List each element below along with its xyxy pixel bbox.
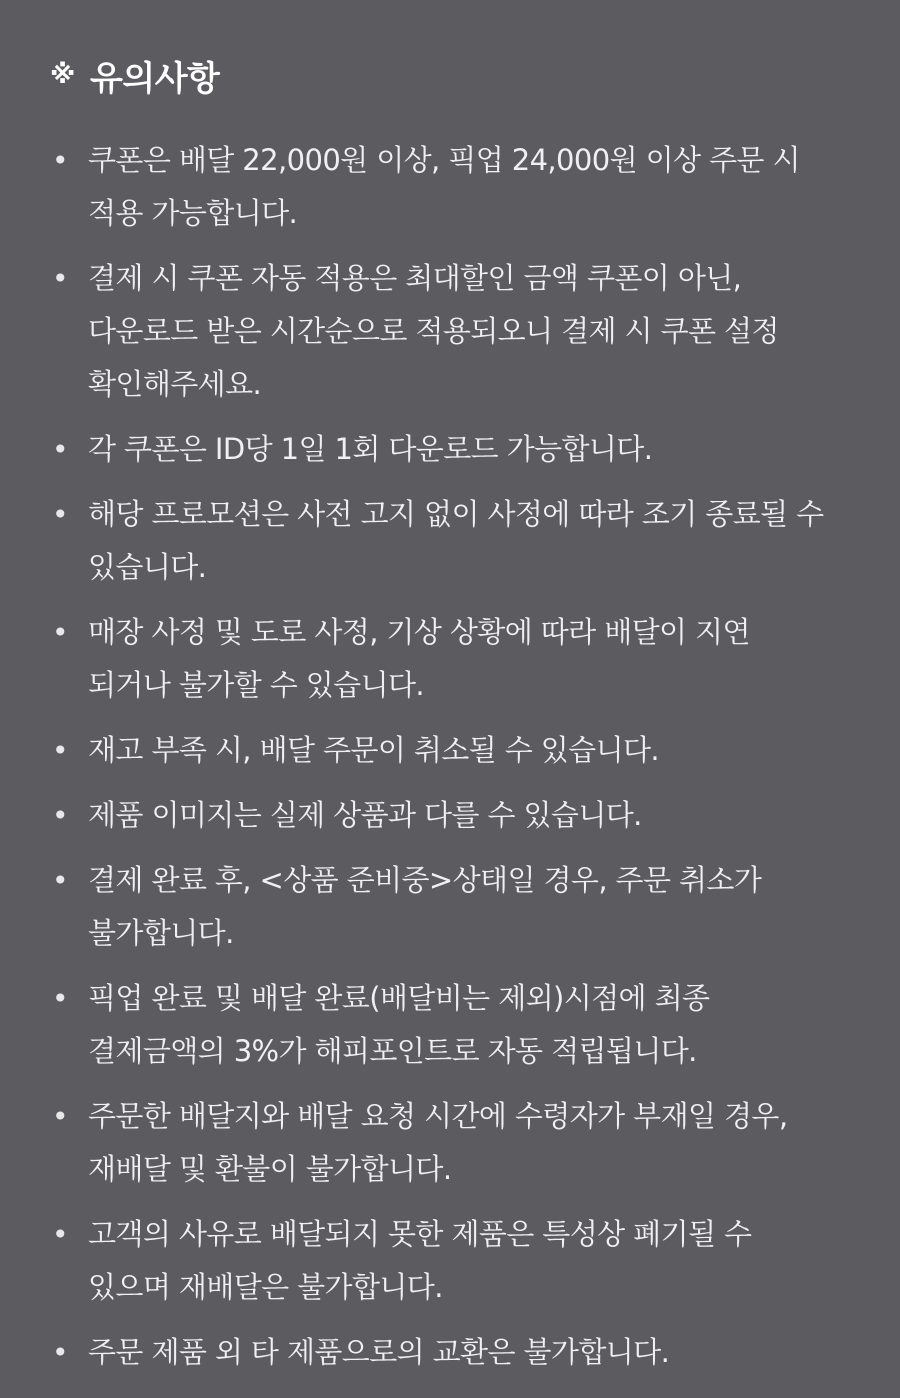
list-item-text: 각 쿠폰은 ID당 1일 1회 다운로드 가능합니다. xyxy=(88,432,653,466)
bullet-icon: • xyxy=(52,262,69,295)
list-item-text: 매장 사정 및 도로 사정, 기상 상황에 따라 배달이 지연 되거나 불가할 수 있습니다. xyxy=(88,615,750,702)
bullet-icon: • xyxy=(52,1218,69,1251)
list-item xyxy=(50,854,840,960)
list-item xyxy=(50,423,840,476)
list-item-text: 해당 프로모션은 사전 고지 없이 사정에 따라 조기 종료될 수 있습니다. xyxy=(88,497,824,584)
list-item xyxy=(50,789,840,842)
bullet-icon: • xyxy=(52,1100,69,1133)
bullet-icon: • xyxy=(52,433,69,466)
list-item xyxy=(50,252,840,411)
list-item-text: 결제 시 쿠폰 자동 적용은 최대할인 금액 쿠폰이 아닌, 다운로드 받은 시간순으로 적용되오니 결제 시 쿠폰 설정 확인해주세요. xyxy=(88,261,779,401)
list-item-text: 고객의 사유로 배달되지 못한 제품은 특성상 폐기될 수 있으며 재배달은 불가합니다. xyxy=(88,1217,752,1304)
bullet-icon: • xyxy=(52,1336,69,1369)
bullet-icon: • xyxy=(52,144,69,177)
notice-heading xyxy=(50,52,840,98)
bullet-icon: • xyxy=(52,982,69,1015)
reference-mark-icon: ※ xyxy=(50,60,76,90)
list-item xyxy=(50,488,840,594)
list-item-text: 재고 부족 시, 배달 주문이 취소될 수 있습니다. xyxy=(88,733,660,767)
list-item xyxy=(50,724,840,777)
bullet-icon: • xyxy=(52,864,69,897)
list-item-text: 결제 완료 후, <상품 준비중>상태일 경우, 주문 취소가 불가합니다. xyxy=(88,863,762,950)
list-item-text: 주문한 배달지와 배달 요청 시간에 수령자가 부재일 경우, 재배달 및 환불이 불가합니다. xyxy=(88,1099,788,1186)
list-item-text: 제품 이미지는 실제 상품과 다를 수 있습니다. xyxy=(88,798,642,832)
list-item-text: 쿠폰은 배달 22,000원 이상, 픽업 24,000원 이상 주문 시 적용 가능합니다. xyxy=(88,143,800,230)
list-item xyxy=(50,1326,840,1379)
list-item xyxy=(50,1090,840,1196)
list-item-text: 주문 제품 외 타 제품으로의 교환은 불가합니다. xyxy=(88,1335,670,1369)
list-item xyxy=(50,606,840,712)
bullet-icon: • xyxy=(52,734,69,767)
bullet-icon: • xyxy=(52,616,69,649)
list-item xyxy=(50,1208,840,1314)
bullet-icon: • xyxy=(52,498,69,531)
list-item xyxy=(50,134,840,240)
bullet-icon: • xyxy=(52,799,69,832)
notice-list xyxy=(50,134,840,1379)
notice-title: 유의사항 xyxy=(90,58,220,99)
list-item xyxy=(50,972,840,1078)
list-item-text: 픽업 완료 및 배달 완료(배달비는 제외)시점에 최종 결제금액의 3%가 해피포인트로 자동 적립됩니다. xyxy=(88,981,710,1068)
